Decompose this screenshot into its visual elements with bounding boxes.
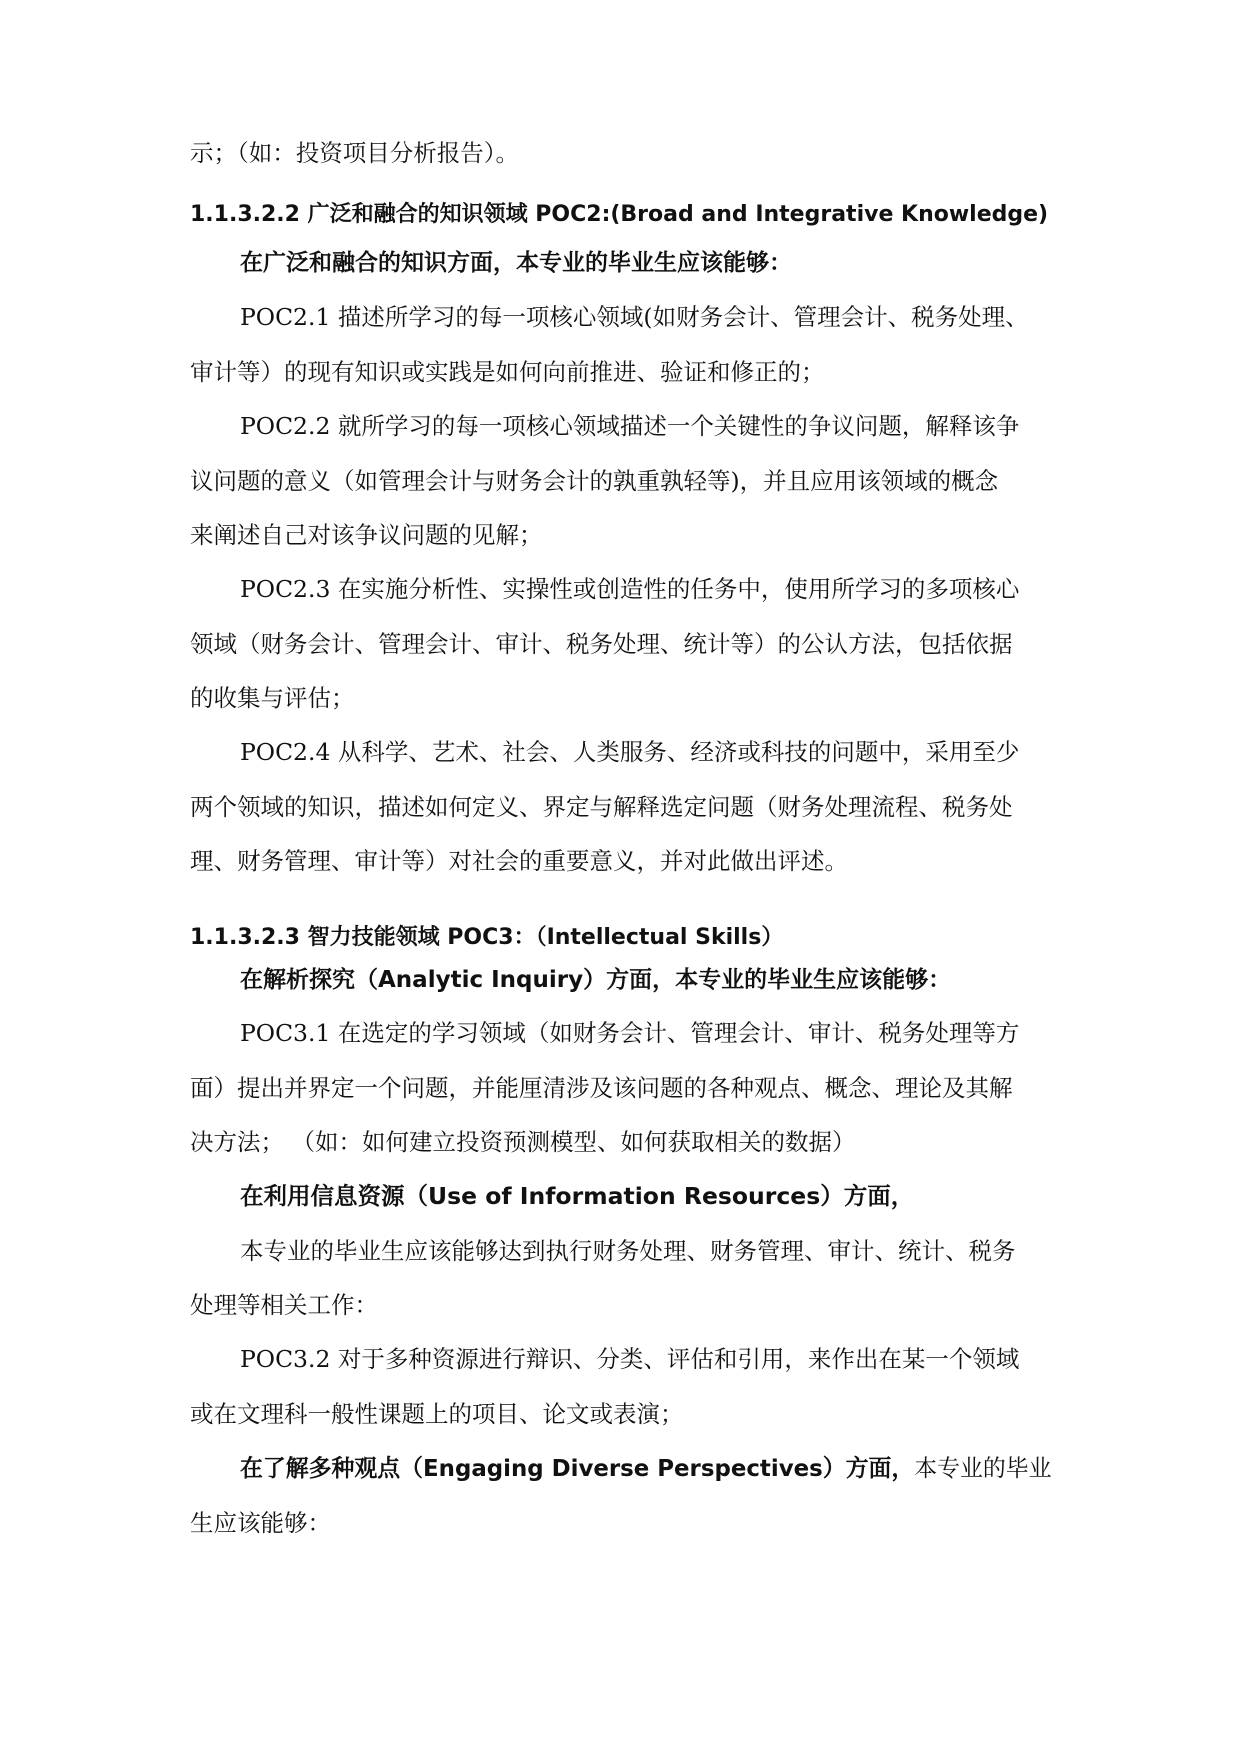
poc3-2-line: POC3.2 对于多种资源进行辩识、分类、评估和引用，来作出在某一个领域 xyxy=(240,1345,1020,1373)
section-heading-1-1-3-2-2: 1.1.3.2.2 广泛和融合的知识领域 POC2:(Broad and Integrative Knowledge) xyxy=(190,202,1049,227)
diverse-perspectives-text: 本专业的毕业 xyxy=(914,1454,1052,1482)
info-resources-line: 处理等相关工作： xyxy=(190,1291,378,1319)
diverse-perspectives-line: 生应该能够： xyxy=(190,1509,331,1537)
poc2-4-line: 理、财务管理、审计等）对社会的重要意义，并对此做出评述。 xyxy=(190,847,848,875)
poc2-1-line: POC2.1 描述所学习的每一项核心领域(如财务会计、管理会计、税务处理、 xyxy=(240,303,1029,331)
poc2-4-line: 两个领域的知识，描述如何定义、界定与解释选定问题（财务处理流程、税务处 xyxy=(190,793,1013,821)
poc3-1-line: 面）提出并界定一个问题，并能厘清涉及该问题的各种观点、概念、理论及其解 xyxy=(190,1074,1013,1102)
section-heading-1-1-3-2-3: 1.1.3.2.3 智力技能领域 POC3：（Intellectual Skills） xyxy=(190,925,784,950)
sub-heading-knowledge: 在广泛和融合的知识方面，本专业的毕业生应该能够： xyxy=(240,250,792,276)
info-resources-line: 本专业的毕业生应该能够达到执行财务处理、财务管理、审计、统计、税务 xyxy=(240,1237,1016,1265)
poc2-3-line: 领域（财务会计、管理会计、审计、税务处理、统计等）的公认方法，包括依据 xyxy=(190,630,1013,658)
poc3-2-line: 或在文理科一般性课题上的项目、论文或表演； xyxy=(190,1400,684,1428)
poc2-3-line: 的收集与评估； xyxy=(190,684,355,712)
diverse-perspectives-line xyxy=(240,1453,1052,1483)
poc2-2-line: 议问题的意义（如管理会计与财务会计的孰重孰轻等)，并且应用该领域的概念 xyxy=(190,467,999,495)
paragraph-line: 示；（如：投资项目分析报告）。 xyxy=(190,139,519,167)
poc2-2-line: POC2.2 就所学习的每一项核心领域描述一个关键性的争议问题，解释该争 xyxy=(240,412,1020,440)
poc2-3-line: POC2.3 在实施分析性、实操性或创造性的任务中，使用所学习的多项核心 xyxy=(240,575,1020,603)
diverse-perspectives-heading: 在了解多种观点（Engaging Diverse Perspectives）方面， xyxy=(240,1454,915,1482)
poc2-4-line: POC2.4 从科学、艺术、社会、人类服务、经济或科技的问题中，采用至少 xyxy=(240,738,1020,766)
poc3-1-line: POC3.1 在选定的学习领域（如财务会计、管理会计、审计、税务处理等方 xyxy=(240,1019,1020,1047)
poc2-2-line: 来阐述自己对该争议问题的见解； xyxy=(190,521,543,549)
poc3-1-line: 决方法； （如：如何建立投资预测模型、如何获取相关的数据） xyxy=(190,1128,856,1156)
poc2-1-line: 审计等）的现有知识或实践是如何向前推进、验证和修正的； xyxy=(190,358,825,386)
sub-heading-analytic-inquiry: 在解析探究（Analytic Inquiry）方面，本专业的毕业生应该能够： xyxy=(240,967,952,993)
info-resources-heading: 在利用信息资源（Use of Information Resources）方面， xyxy=(240,1182,915,1210)
